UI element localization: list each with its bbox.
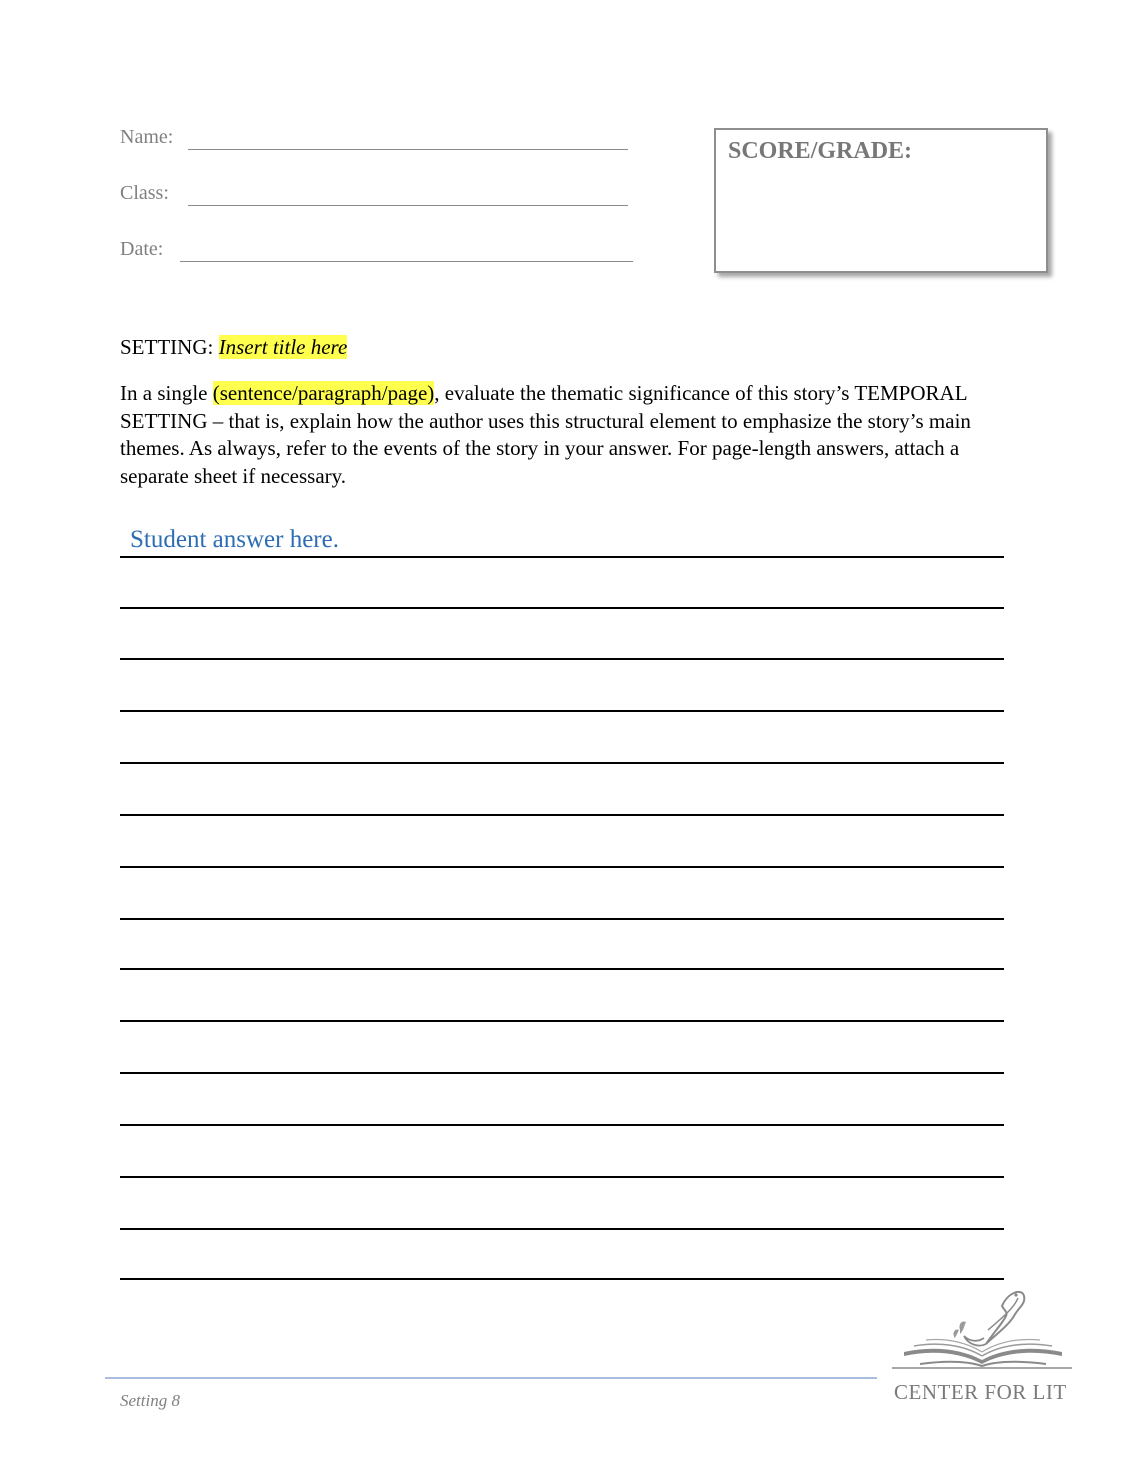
center-for-lit-logo <box>890 1286 1072 1406</box>
name-blank[interactable] <box>188 149 628 150</box>
class-field[interactable] <box>120 182 169 205</box>
answer-line[interactable] <box>120 1124 1004 1126</box>
answer-line[interactable] <box>120 1278 1004 1280</box>
answer-line[interactable] <box>120 556 1004 558</box>
name-label: Name: <box>120 126 174 148</box>
length-options[interactable]: (sentence/paragraph/page) <box>212 381 435 405</box>
answer-line[interactable] <box>120 710 1004 712</box>
answer-line[interactable] <box>120 607 1004 609</box>
footer-divider <box>105 1377 877 1379</box>
score-grade-label: SCORE/GRADE: <box>728 138 913 164</box>
prompt-paragraph <box>120 380 990 490</box>
answer-line[interactable] <box>120 1020 1004 1022</box>
answer-line[interactable] <box>120 1228 1004 1230</box>
date-field[interactable] <box>120 238 163 261</box>
logo-text: CENTER FOR LIT <box>894 1380 1067 1404</box>
answer-line[interactable] <box>120 1072 1004 1074</box>
date-label: Date: <box>120 238 164 260</box>
date-blank[interactable] <box>180 261 633 262</box>
setting-prefix: SETTING: <box>120 335 214 359</box>
student-answer[interactable]: Student answer here. <box>130 526 339 553</box>
answer-line[interactable] <box>120 918 1004 920</box>
answer-line[interactable] <box>120 658 1004 660</box>
prompt-body: , evaluate the thematic significance of this story’s TEMPORAL SETTING – that is, explain how the author uses this structural element to emphasize the story’s main themes. As always, refer to the events of the story in your answer. For page-length answers, attach a separate sheet if necessary. <box>120 381 971 488</box>
name-field[interactable] <box>120 126 173 149</box>
page-label: Setting 8 <box>120 1391 180 1410</box>
class-label: Class: <box>120 182 169 204</box>
answer-line[interactable] <box>120 866 1004 868</box>
answer-line[interactable] <box>120 762 1004 764</box>
title-placeholder[interactable]: Insert title here <box>218 335 348 359</box>
prompt-intro: In a single <box>120 381 213 405</box>
answer-line[interactable] <box>120 968 1004 970</box>
pelican-book-icon <box>890 1286 1072 1381</box>
setting-heading <box>120 335 347 360</box>
answer-line[interactable] <box>120 814 1004 816</box>
score-grade-box[interactable] <box>714 128 1048 273</box>
answer-line[interactable] <box>120 1176 1004 1178</box>
class-blank[interactable] <box>188 205 628 206</box>
